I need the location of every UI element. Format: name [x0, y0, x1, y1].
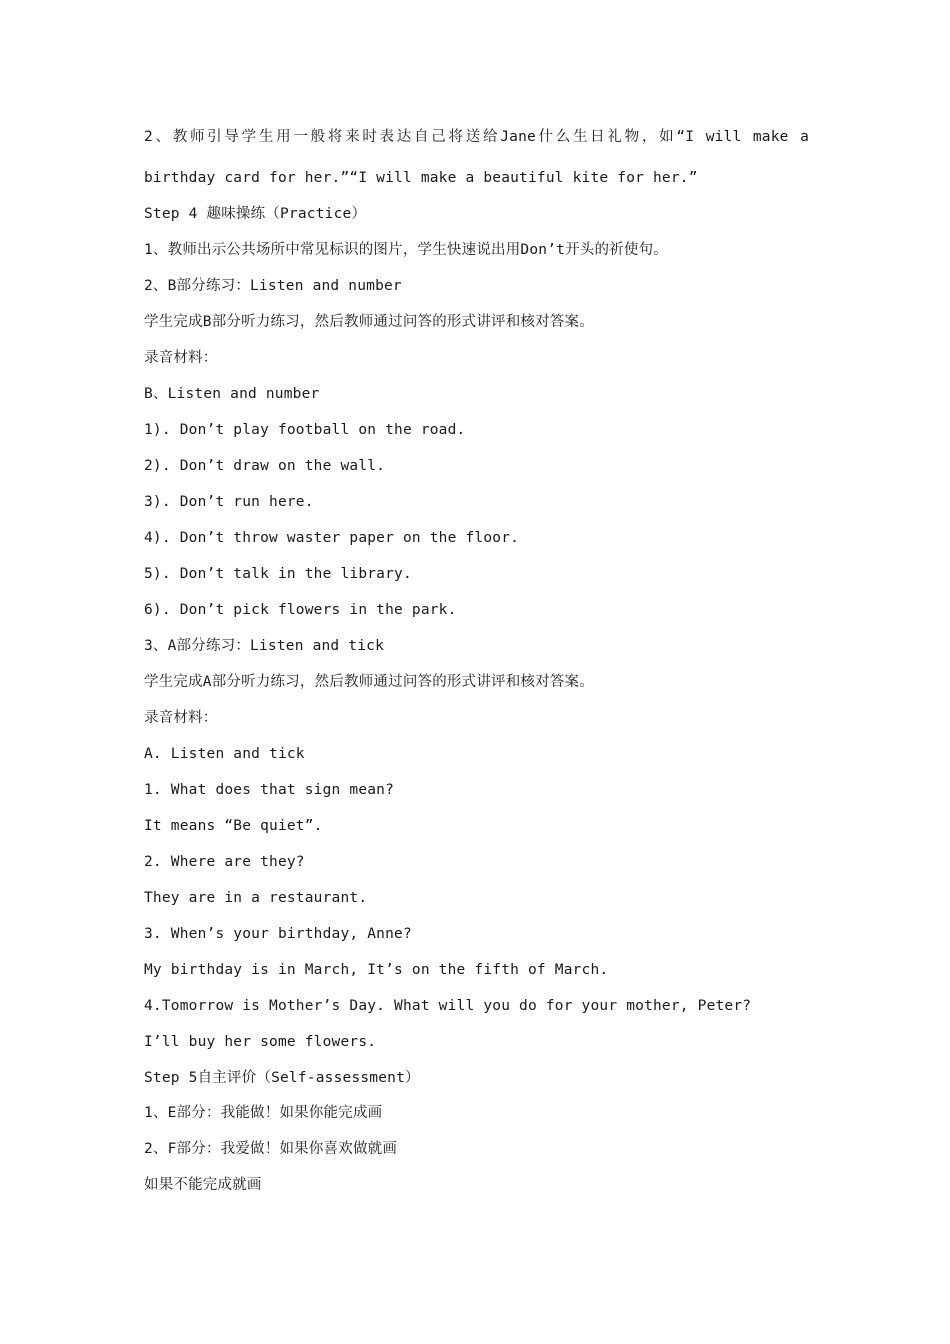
paragraph-line: A. Listen and tick — [144, 746, 305, 762]
list-item: My birthday is in March, It’s on the fifth of March. — [144, 962, 609, 978]
paragraph-line: 录音材料： — [144, 350, 218, 366]
list-item: They are in a restaurant. — [144, 890, 368, 906]
paragraph-line: 2、B部分练习：Listen and number — [144, 278, 402, 294]
list-item: 2). Don’t draw on the wall. — [144, 458, 386, 474]
list-item: 1). Don’t play football on the road. — [144, 422, 466, 438]
paragraph-line: 录音材料： — [144, 710, 218, 726]
paragraph-line: 如果不能完成就画 — [144, 1177, 262, 1193]
paragraph-line: 学生完成A部分听力练习，然后教师通过问答的形式讲评和核对答案。 — [144, 674, 594, 690]
list-item: 5). Don’t talk in the library. — [144, 566, 412, 582]
list-item: 3). Don’t run here. — [144, 494, 314, 510]
paragraph-line: 3、A部分练习：Listen and tick — [144, 638, 385, 654]
paragraph-line: B、Listen and number — [144, 386, 320, 402]
step-heading: Step 4 趣味操练（Practice） — [144, 206, 367, 222]
paragraph-line: 学生完成B部分听力练习，然后教师通过问答的形式讲评和核对答案。 — [144, 314, 594, 330]
list-item: 2. Where are they? — [144, 854, 305, 870]
paragraph-line: 1、教师出示公共场所中常见标识的图片，学生快速说出用Don’t开头的祈使句。 — [144, 242, 668, 258]
paragraph-line: 2、F部分：我爱做！如果你喜欢做就画 — [144, 1141, 398, 1157]
list-item: I’ll buy her some flowers. — [144, 1034, 377, 1050]
list-item: 1. What does that sign mean? — [144, 782, 395, 798]
list-item: 3. When’s your birthday, Anne? — [144, 926, 412, 942]
list-item: 4.Tomorrow is Mother’s Day. What will you do for your mother, Peter? — [144, 998, 752, 1014]
list-item: It means “Be quiet”. — [144, 818, 323, 834]
paragraph-line: 2、教师引导学生用一般将来时表达自己将送给Jane什么生日礼物，如“I will make a — [144, 129, 809, 145]
list-item: 6). Don’t pick flowers in the park. — [144, 602, 457, 618]
step-heading: Step 5自主评价（Self-assessment） — [144, 1070, 420, 1086]
paragraph-line: 1、E部分：我能做！如果你能完成画 — [144, 1105, 383, 1121]
paragraph-line: birthday card for her.”“I will make a beautiful kite for her.” — [144, 170, 698, 186]
list-item: 4). Don’t throw waster paper on the floor. — [144, 530, 520, 546]
